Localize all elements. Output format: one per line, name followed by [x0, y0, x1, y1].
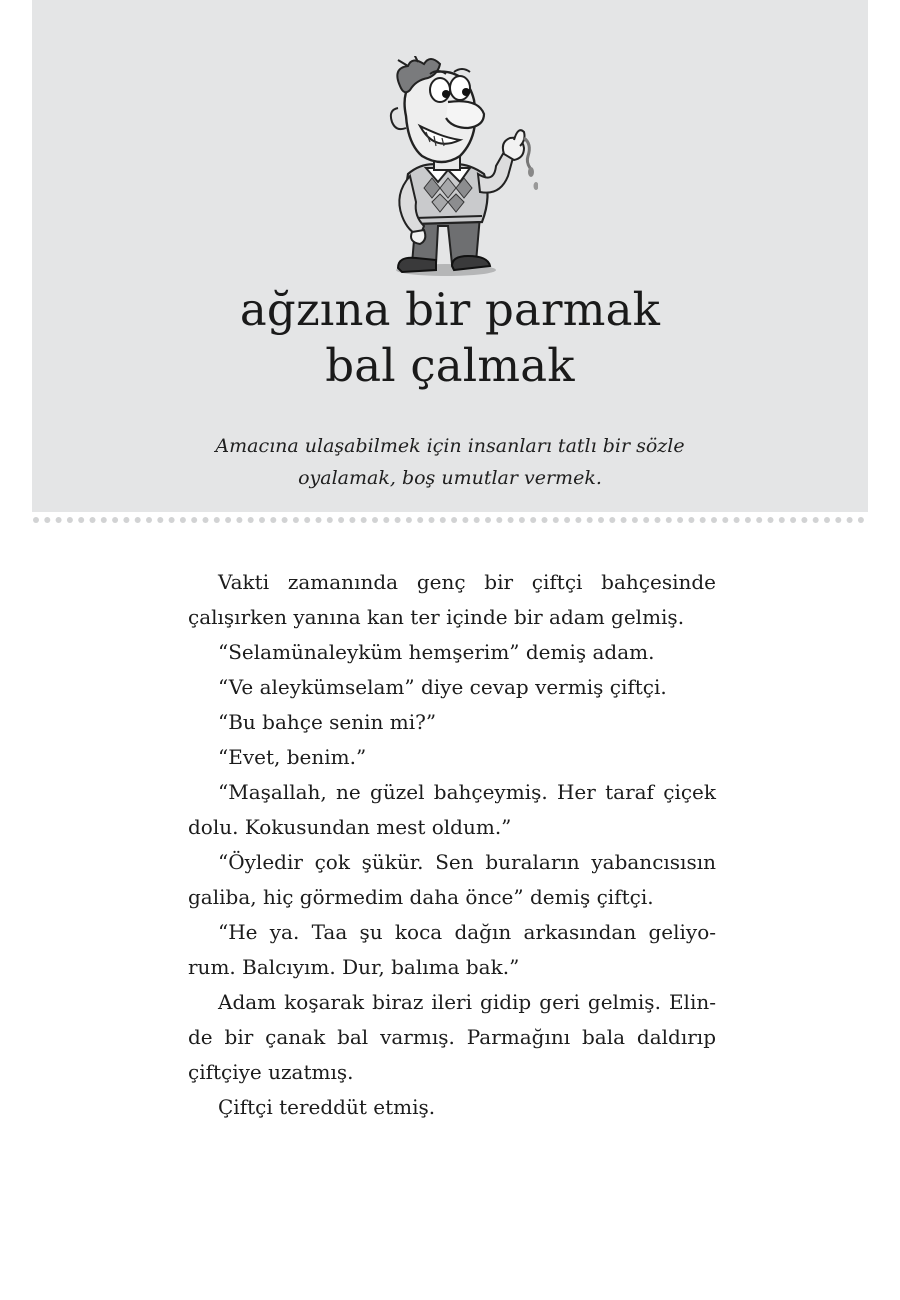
dotted-divider [32, 516, 868, 524]
idiom-title-line-2: bal çalmak [325, 339, 575, 392]
story-text [188, 565, 716, 1125]
story-paragraph: “Maşallah, ne güzel bahçeymiş. Her taraf çiçek dolu. Kokusundan mest oldum.” [188, 780, 716, 839]
story-paragraph: “Bu bahçe senin mi?” [218, 710, 437, 734]
story-paragraph: “Öyledir çok şükür. Sen buraların yabancısısın galiba, hiç görmedim daha önce” demiş çiftçi. [188, 850, 716, 909]
cartoon-man-with-honey-finger-icon [368, 56, 538, 278]
story-paragraph: “He ya. Taa şu koca dağın arkasından geliyo-rum. Balcıyım. Dur, balıma bak.” [188, 920, 716, 979]
story-paragraph: Adam koşarak biraz ileri gidip geri gelmiş. Elin-de bir çanak bal varmış. Parmağını bala daldırıp çiftçiye uzatmış. [188, 990, 716, 1084]
story-paragraph: “Ve aleykümselam” diye cevap vermiş çiftçi. [218, 675, 667, 699]
idiom-title [32, 282, 868, 394]
idiom-definition-line-2: oyalamak, boş umutlar vermek. [298, 467, 602, 489]
story-paragraph: Çiftçi tereddüt etmiş. [218, 1095, 436, 1119]
idiom-definition-line-1: Amacına ulaşabilmek için insanları tatlı bir sözle [215, 435, 685, 457]
story-paragraph: Vakti zamanında genç bir çiftçi bahçesinde çalışırken yanına kan ter içinde bir adam gelmiş. [188, 570, 716, 629]
story-paragraph: “Evet, benim.” [218, 745, 367, 769]
idiom-title-line-1: ağzına bir parmak [239, 283, 661, 336]
idiom-definition [32, 430, 868, 494]
story-paragraph: “Selamünaleyküm hemşerim” demiş adam. [218, 640, 655, 664]
